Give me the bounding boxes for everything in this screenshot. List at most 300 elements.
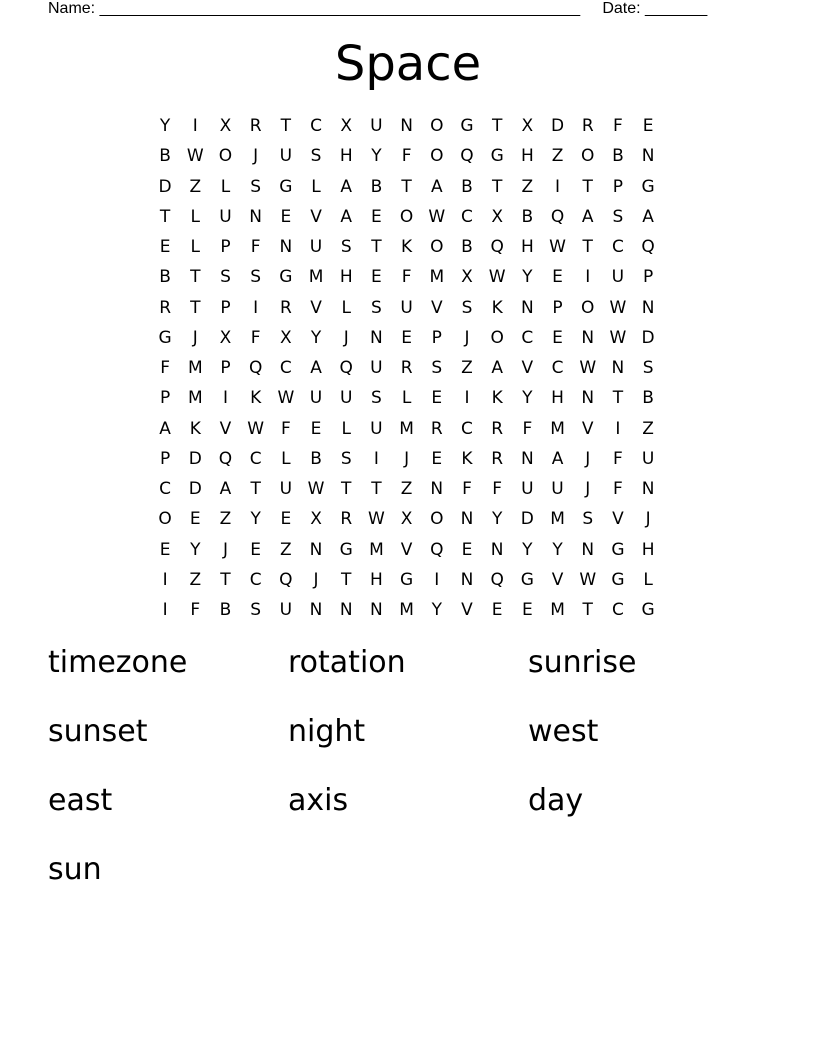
grid-letter: T [341,479,352,500]
grid-letter: L [643,569,653,590]
word-list-item: sun [48,852,102,887]
grid-letter: O [581,297,595,318]
grid-letter: N [581,388,595,409]
grid-letter: Y [310,327,322,348]
word-list-item: east [48,783,113,818]
grid-letter: R [400,358,413,379]
grid-letter: R [491,418,504,439]
grid-letter: R [279,297,292,318]
grid-letter: V [461,600,473,621]
grid-letter: W [247,418,265,439]
grid-letter: C [159,479,172,500]
grid-letter: O [430,509,444,530]
grid-letter: R [159,297,171,318]
grid-letter: C [279,358,292,379]
grid-letter: N [611,358,625,379]
grid-letter: K [250,388,262,409]
grid-letter: G [611,539,625,560]
grid-letter: O [581,146,595,167]
grid-letter: N [641,297,655,318]
grid-letter: W [579,569,597,590]
grid-letter: Q [490,569,504,590]
grid-letter: N [279,237,293,258]
grid-letter: N [339,600,353,621]
grid-letter: T [250,479,261,500]
grid-letter: G [460,116,474,137]
grid-letter: E [371,206,382,227]
grid-letter: H [641,539,655,560]
grid-letter: F [280,418,291,439]
grid-letter: Q [430,539,444,560]
grid-letter: C [249,448,262,469]
grid-letter: V [219,418,232,439]
grid-letter: W [368,509,385,530]
grid-letter: U [279,479,293,500]
grid-letter: I [585,267,591,288]
grid-letter: C [461,206,473,227]
grid-letter: F [522,418,533,439]
grid-letter: X [491,206,503,227]
grid-letter: Y [159,116,171,137]
grid-letter: K [401,237,413,258]
grid-letter: B [370,176,383,197]
grid-letter: N [249,206,263,227]
grid-letter: A [581,206,594,227]
grid-letter: S [340,448,352,469]
grid-letter: U [339,388,353,409]
grid-letter: W [428,206,446,227]
grid-letter: E [159,539,171,560]
grid-letter: A [551,448,564,469]
grid-letter: Y [190,539,201,560]
grid-letter: F [160,358,170,379]
grid-letter: N [460,509,474,530]
grid-letter: A [430,176,443,197]
grid-letter: B [219,600,232,621]
grid-letter: E [431,388,443,409]
grid-letter: T [491,116,503,137]
page-title: Space [334,36,482,92]
grid-letter: F [492,479,503,500]
grid-letter: A [219,479,232,500]
grid-letter: Q [279,569,293,590]
grid-letter: T [341,569,352,590]
grid-letter: U [309,388,323,409]
grid-letter: V [612,509,624,530]
grid-letter: L [281,448,291,469]
grid-letter: U [309,237,323,258]
grid-letter: E [280,206,292,227]
grid-letter: V [400,539,413,560]
grid-letter: F [613,448,623,469]
grid-letter: N [309,600,323,621]
grid-letter: G [490,146,504,167]
grid-letter: W [488,267,506,288]
grid-letter: N [370,600,383,621]
grid-letter: J [404,448,410,469]
name-date-line: Name: ______________________________________________________ Date: _______ [48,0,708,17]
grid-letter: W [307,479,325,500]
grid-letter: N [430,479,444,500]
grid-letter: F [613,116,623,137]
grid-letter: J [585,448,591,469]
grid-letter: T [371,237,382,258]
grid-letter: J [313,569,319,590]
grid-letter: E [371,267,382,288]
grid-letter: R [340,509,353,530]
grid-letter: P [159,448,171,469]
grid-letter: H [520,146,534,167]
grid-letter: Y [371,146,382,167]
grid-letter: M [399,418,414,439]
grid-letter: Q [248,358,263,379]
grid-letter: X [219,116,232,137]
grid-letter: J [645,509,651,530]
grid-letter: J [253,146,259,167]
grid-letter: H [339,267,353,288]
grid-letter: C [249,569,262,590]
grid-letter: C [611,600,624,621]
grid-letter: I [434,569,440,590]
grid-letter: Q [460,146,474,167]
grid-letter: C [461,418,473,439]
grid-letter: F [401,267,412,288]
grid-letter: M [550,418,565,439]
grid-letter: N [520,448,534,469]
word-list-item: west [528,714,599,749]
grid-letter: R [491,448,504,469]
grid-letter: Y [552,539,563,560]
grid-letter: N [309,539,323,560]
grid-letter: D [641,327,655,348]
grid-letter: B [461,237,473,258]
grid-letter: A [159,418,171,439]
grid-letter: D [188,479,202,500]
grid-letter: E [310,418,322,439]
grid-letter: T [582,176,593,197]
grid-letter: Y [250,509,261,530]
grid-letter: B [642,388,654,409]
grid-letter: F [401,146,412,167]
grid-letter: H [370,569,383,590]
grid-letter: R [581,116,594,137]
grid-letter: N [641,479,655,500]
grid-letter: C [521,327,534,348]
grid-letter: Z [400,479,413,500]
grid-letter: T [491,176,503,197]
grid-letter: Y [522,388,533,409]
grid-letter: N [581,327,595,348]
grid-letter: N [370,327,383,348]
grid-letter: V [551,569,564,590]
grid-letter: J [192,327,198,348]
grid-letter: X [219,327,232,348]
grid-letter: B [159,146,171,167]
letter-grid [150,111,663,625]
word-list-item: night [288,714,366,749]
grid-letter: K [189,418,201,439]
grid-letter: A [340,206,353,227]
grid-letter: S [340,237,352,258]
grid-letter: P [220,358,231,379]
grid-letter: L [401,388,412,409]
grid-letter: M [308,267,324,288]
grid-letter: J [464,327,470,348]
grid-letter: Z [189,176,202,197]
grid-letter: S [310,146,322,167]
grid-letter: E [250,539,262,560]
grid-letter: I [162,600,168,621]
grid-letter: G [641,600,655,621]
grid-letter: C [611,237,624,258]
grid-letter: X [461,267,473,288]
grid-letter: J [222,539,228,560]
grid-letter: G [400,569,414,590]
grid-letter: T [401,176,412,197]
grid-letter: O [430,237,444,258]
grid-letter: I [192,116,198,137]
grid-letter: N [581,539,595,560]
grid-letter: N [460,569,474,590]
grid-letter: I [253,297,259,318]
grid-letter: I [162,569,168,590]
grid-letter: E [401,327,412,348]
grid-letter: S [250,176,262,197]
grid-letter: V [310,297,322,318]
grid-letter: T [612,388,624,409]
grid-letter: J [585,479,591,500]
grid-letter: X [310,509,322,530]
grid-letter: Z [219,509,232,530]
grid-letter: X [400,509,413,530]
grid-letter: E [280,509,292,530]
grid-letter: Z [642,418,654,439]
grid-letter: M [429,267,445,288]
grid-letter: E [552,327,563,348]
grid-letter: G [158,327,172,348]
grid-letter: A [491,358,503,379]
grid-letter: F [250,237,261,258]
grid-letter: Q [550,206,565,227]
grid-letter: P [552,297,563,318]
grid-letter: I [555,176,561,197]
grid-letter: V [310,206,322,227]
grid-letter: F [250,327,261,348]
grid-letter: L [220,176,231,197]
grid-letter: T [190,297,201,318]
grid-letter: Q [641,237,655,258]
grid-letter: O [218,146,233,167]
grid-letter: U [279,146,293,167]
grid-letter: I [373,448,379,469]
grid-letter: Z [189,569,202,590]
grid-letter: W [549,237,566,258]
word-list-item: rotation [288,645,406,680]
grid-letter: P [220,297,231,318]
grid-letter: E [159,237,171,258]
grid-letter: S [371,388,382,409]
grid-letter: S [371,297,382,318]
grid-letter: B [521,206,534,227]
grid-letter: U [279,600,293,621]
grid-letter: Z [521,176,534,197]
grid-letter: Y [431,600,442,621]
grid-letter: Q [490,237,504,258]
grid-letter: K [491,297,503,318]
grid-letter: U [551,479,564,500]
grid-letter: Q [218,448,233,469]
grid-letter: D [158,176,172,197]
grid-letter: E [431,448,443,469]
grid-letter: X [280,327,292,348]
grid-letter: S [461,297,473,318]
grid-letter: H [520,237,534,258]
grid-letter: V [430,297,443,318]
grid-letter: B [612,146,624,167]
grid-letter: F [462,479,472,500]
grid-letter: T [371,479,382,500]
grid-letter: T [220,569,231,590]
grid-letter: S [582,509,594,530]
word-list [48,640,768,916]
grid-letter: Q [339,358,353,379]
grid-letter: O [158,509,172,530]
grid-letter: O [430,146,444,167]
word-list-item: timezone [48,645,188,680]
grid-letter: E [642,116,654,137]
grid-letter: U [219,206,232,227]
word-list-item: sunset [48,714,148,749]
grid-letter: A [310,358,322,379]
grid-letter: D [550,116,565,137]
grid-letter: H [339,146,353,167]
grid-letter: N [490,539,504,560]
grid-letter: C [551,358,564,379]
grid-letter: R [249,116,262,137]
grid-letter: K [491,388,503,409]
grid-letter: M [369,539,384,560]
grid-letter: U [641,448,655,469]
grid-letter: D [188,448,202,469]
grid-letter: M [399,600,414,621]
grid-letter: U [370,358,383,379]
grid-letter: L [190,237,201,258]
word-list-item: sunrise [528,645,637,680]
grid-letter: F [613,479,623,500]
grid-letter: S [642,358,654,379]
grid-letter: W [609,327,627,348]
grid-letter: O [399,206,414,227]
grid-letter: L [341,297,351,318]
grid-letter: X [521,116,534,137]
grid-letter: W [579,358,597,379]
grid-letter: S [250,267,262,288]
grid-letter: V [521,358,534,379]
grid-letter: Z [280,539,292,560]
grid-letter: Z [461,358,473,379]
grid-letter: B [159,267,171,288]
grid-letter: E [521,600,533,621]
grid-letter: U [400,297,413,318]
grid-letter: P [159,388,171,409]
grid-letter: T [582,237,593,258]
grid-letter: E [552,267,563,288]
grid-letter: Y [522,267,533,288]
grid-letter: O [430,116,444,137]
grid-letter: N [400,116,413,137]
grid-letter: L [311,176,321,197]
grid-letter: P [612,176,624,197]
grid-letter: D [520,509,534,530]
grid-letter: V [581,418,594,439]
grid-letter: G [520,569,534,590]
grid-letter: O [490,327,504,348]
grid-letter: N [641,146,655,167]
grid-letter: S [431,358,443,379]
grid-letter: T [280,116,292,137]
grid-letter: M [187,358,203,379]
grid-letter: G [641,176,655,197]
grid-letter: L [341,418,351,439]
grid-letter: Z [551,146,564,167]
grid-letter: N [520,297,534,318]
grid-letter: J [343,327,349,348]
grid-letter: A [340,176,353,197]
grid-letter: S [250,600,262,621]
grid-letter: U [521,479,534,500]
grid-letter: M [550,600,565,621]
grid-letter: P [642,267,654,288]
grid-letter: L [190,206,201,227]
grid-letter: B [461,176,473,197]
grid-letter: X [340,116,353,137]
grid-letter: T [159,206,171,227]
grid-letter: Y [491,509,503,530]
grid-letter: H [551,388,564,409]
grid-letter: W [609,297,627,318]
grid-letter: C [310,116,322,137]
grid-letter: I [615,418,621,439]
grid-letter: P [220,237,231,258]
grid-letter: B [310,448,322,469]
grid-letter: F [190,600,201,621]
grid-letter: U [370,418,383,439]
grid-letter: U [370,116,383,137]
word-list-item: axis [288,783,349,818]
grid-letter: Y [522,539,533,560]
grid-letter: E [491,600,503,621]
grid-letter: G [279,267,293,288]
grid-letter: E [461,539,473,560]
grid-letter: M [187,388,203,409]
grid-letter: G [611,569,625,590]
grid-letter: S [220,267,231,288]
grid-letter: W [277,388,295,409]
grid-letter: G [279,176,293,197]
grid-letter: P [431,327,442,348]
grid-letter: K [461,448,473,469]
grid-letter: W [186,146,204,167]
word-list-item: day [528,783,584,818]
grid-letter: G [339,539,353,560]
grid-letter: S [612,206,624,227]
grid-letter: U [611,267,625,288]
grid-letter: I [222,388,228,409]
grid-letter: M [550,509,565,530]
grid-letter: I [464,388,470,409]
grid-letter: T [582,600,593,621]
grid-letter: T [190,267,201,288]
